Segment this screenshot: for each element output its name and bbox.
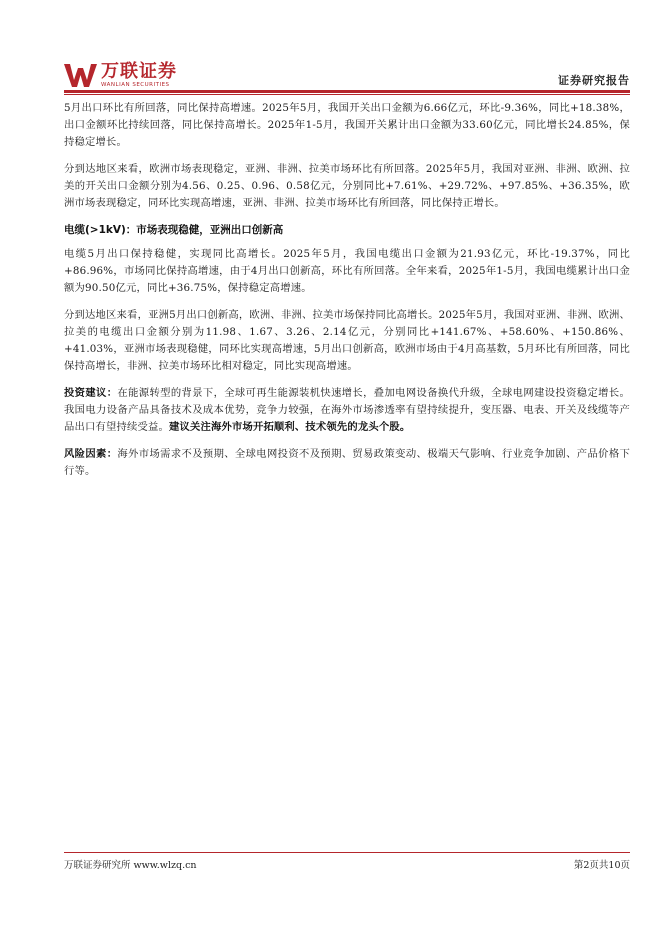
page-number: 第2页共10页 <box>573 860 630 871</box>
risk-text: 海外市场需求不及预期、全球电网投资不及预期、贸易政策变动、极端天气影响、行业竞争加剧、产品价格下行等。 <box>64 448 630 477</box>
section-heading-cable: 电缆(>1kV)：市场表现稳健，亚洲出口创新高 <box>64 224 284 236</box>
header-divider-thin <box>64 94 630 95</box>
paragraph-cable-region: 分到达地区来看，亚洲5月出口创新高，欧洲、非洲、拉美市场保持同比高增长。2025年5月，我国对亚洲、非洲、欧洲、拉美的电缆出口金额分别为11.98、1.67、3.26、2.14亿元，分别同比+141.67%、+58.60%、+150.86%、+41.03%，亚洲市场表现稳健，同环比实现高增速，5月出口创新高，欧洲市场由于4月高基数，5月环比有所回落，同比保持高增长，非洲、拉美市场环比相对稳定，同比实现高增速。 <box>64 309 630 372</box>
page-header <box>64 62 630 92</box>
investment-recommendation: 建议关注海外市场开拓顺利、技术领先的龙头个股。 <box>168 421 411 433</box>
footer-institute: 万联证券研究所 www.wlzq.cn <box>64 860 197 871</box>
paragraph-risk-factors <box>64 446 630 480</box>
brand-name-en: WANLIAN SECURITIES <box>101 82 170 88</box>
paragraph-cable-export: 电缆5月出口保持稳健，实现同比高增长。2025年5月，我国电缆出口金额为21.93亿元，环比-19.37%，同比+86.96%，市场同比保持高增速，由于4月出口创新高，环比有所回落。全年来看，2025年1-5月，我国电缆累计出口金额为90.50亿元，同比+36.75%，保持稳定高增速。 <box>64 248 630 294</box>
paragraph-investment-advice <box>64 385 630 436</box>
paragraph-switch-region: 分到达地区来看，欧洲市场表现稳定，亚洲、非洲、拉美市场环比有所回落。2025年5月，我国对亚洲、非洲、欧洲、拉美的开关出口金额分别为4.56、0.25、0.96、0.58亿元，分别同比+7.61%、+29.72%、+97.85%、+36.35%，欧洲市场表现稳定，同环比实现高增速，亚洲、非洲、拉美市场环比有所回落，同比保持正增长。 <box>64 163 630 209</box>
brand-logo <box>64 62 177 92</box>
investment-label: 投资建议： <box>64 387 118 399</box>
report-type-label: 证券研究报告 <box>558 74 630 87</box>
investment-text: 在能源转型的背景下，全球可再生能源装机快速增长，叠加电网设备换代升级，全球电网建设投资稳定增长。我国电力设备产品具备技术及成本优势，竞争力较强，在海外市场渗透率有望持续提升，变压器、电表、开关及线缆等产品出口有望持续受益。 <box>64 387 630 433</box>
page-content <box>64 100 630 490</box>
footer-divider <box>64 852 630 853</box>
paragraph-switch-export: 5月出口环比有所回落，同比保持高增速。2025年5月，我国开关出口金额为6.66亿元，环比-9.36%，同比+18.38%，出口金额环比持续回落，同比保持高增长。2025年1-5月，我国开关累计出口金额为33.60亿元，同比增长24.85%，保持稳定增长。 <box>64 102 630 148</box>
wanlian-logo-icon <box>64 62 98 88</box>
header-divider <box>64 90 630 93</box>
risk-label: 风险因素： <box>64 448 118 460</box>
brand-name-cn: 万联证券 <box>101 61 177 82</box>
